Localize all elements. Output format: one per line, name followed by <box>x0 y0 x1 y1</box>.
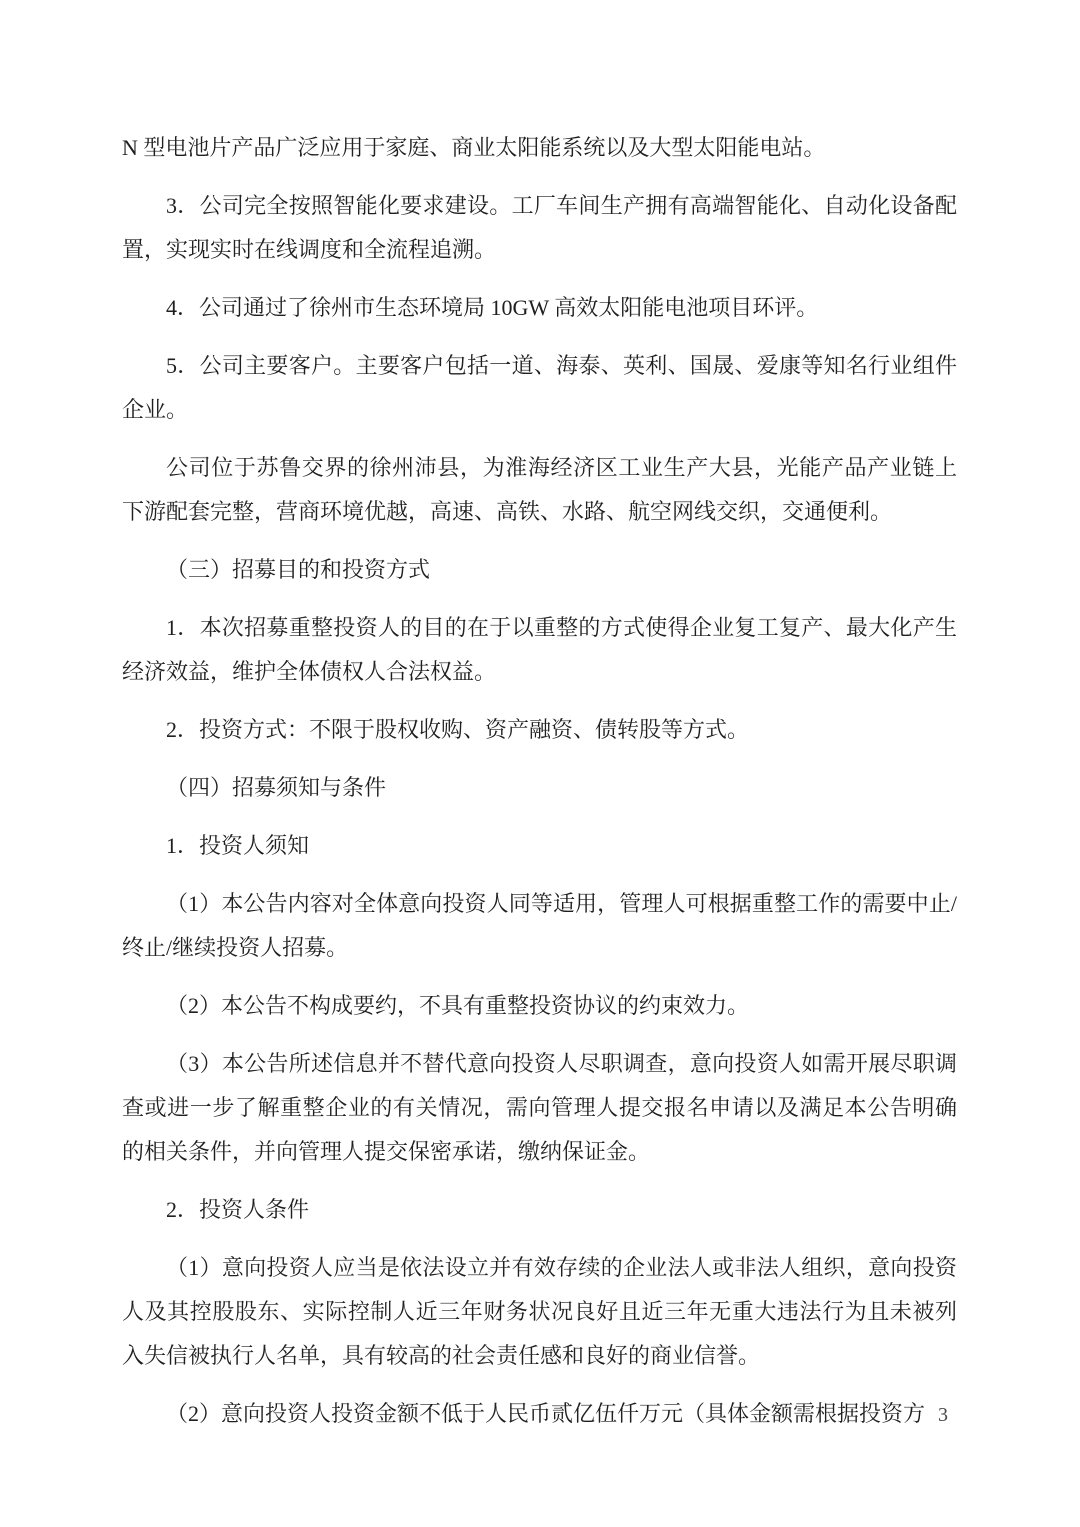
paragraph-company-location: 公司位于苏鲁交界的徐州沛县，为淮海经济区工业生产大县，光能产品产业链上下游配套完整，营商环境优越，高速、高铁、水路、航空网线交织，交通便利。 <box>122 455 957 524</box>
section-heading-4: （四）招募须知与条件 <box>166 775 387 800</box>
paragraph-investment-method: 2．投资方式：不限于股权收购、资产融资、债转股等方式。 <box>166 717 750 742</box>
paragraph-item-4: 4．公司通过了徐州市生态环境局 10GW 高效太阳能电池项目环评。 <box>166 295 819 320</box>
paragraph-condition-1: （1）意向投资人应当是依法设立并有效存续的企业法人或非法人组织，意向投资人及其控股股东、实际控制人近三年财务状况良好且近三年无重大违法行为且未被列入失信被执行人名单，具有较高的社会责任感和良好的商业信誉。 <box>122 1255 957 1368</box>
paragraph-notice-3: （3）本公告所述信息并不替代意向投资人尽职调查，意向投资人如需开展尽职调查或进一步了解重整企业的有关情况，需向管理人提交报名申请以及满足本公告明确的相关条件，并向管理人提交保密承诺，缴纳保证金。 <box>122 1051 957 1164</box>
paragraph-continuation: N 型电池片产品广泛应用于家庭、商业太阳能系统以及大型太阳能电站。 <box>122 135 826 160</box>
paragraph-condition-2: （2）意向投资人投资金额不低于人民币贰亿伍仟万元（具体金额需根据投资方 <box>166 1401 926 1426</box>
paragraph-purpose: 1．本次招募重整投资人的目的在于以重整的方式使得企业复工复产、最大化产生经济效益，维护全体债权人合法权益。 <box>122 615 957 684</box>
section-heading-3: （三）招募目的和投资方式 <box>166 557 431 582</box>
paragraph-item-5: 5．公司主要客户。主要客户包括一道、海泰、英利、国晟、爱康等知名行业组件企业。 <box>122 353 957 422</box>
paragraph-notice-1: （1）本公告内容对全体意向投资人同等适用，管理人可根据重整工作的需要中止/终止/继续投资人招募。 <box>122 891 957 960</box>
subsection-investor-notice: 1．投资人须知 <box>166 833 310 858</box>
paragraph-notice-2: （2）本公告不构成要约，不具有重整投资协议的约束效力。 <box>166 993 750 1018</box>
document-body <box>122 126 957 1436</box>
paragraph-item-3: 3．公司完全按照智能化要求建设。工厂车间生产拥有高端智能化、自动化设备配置，实现实时在线调度和全流程追溯。 <box>122 193 957 262</box>
subsection-investor-conditions: 2．投资人条件 <box>166 1197 310 1222</box>
page-number: 3 <box>938 1404 948 1426</box>
